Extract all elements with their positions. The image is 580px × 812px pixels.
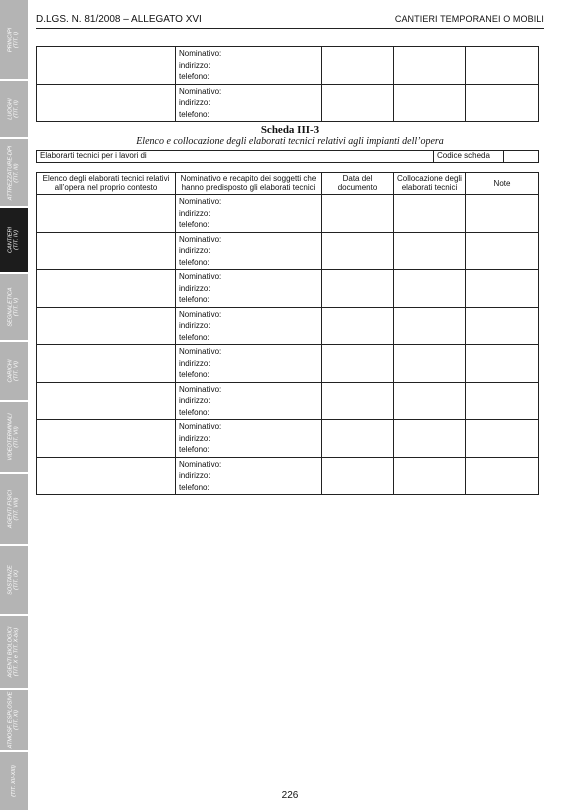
tab-label: VIDEOTERMINALI [7, 413, 14, 461]
column-header: Nominativo e recapito dei soggetti che hanno predisposto gli elaborati tecnici [176, 173, 322, 195]
scheda-main-table [36, 172, 539, 495]
scheda-info-table [36, 150, 539, 163]
tab-label: SOSTANZE [7, 565, 14, 595]
running-header-left: D.LGS. N. 81/2008 – ALLEGATO XVI [36, 14, 202, 25]
tab-sublabel: (TIT. X e TIT. X-bis) [14, 627, 20, 677]
tab-label: (TIT. XII-XIII) [10, 765, 17, 797]
tab-label: CANTIERI [7, 226, 14, 254]
table-row [37, 457, 539, 495]
section-tabs [0, 0, 29, 812]
column-header: Data del documento [322, 173, 394, 195]
table-row [37, 382, 539, 420]
codice-scheda-label: Codice scheda [434, 151, 504, 163]
tab-sublabel: (TIT. VIII) [14, 497, 20, 521]
table-header-row [37, 173, 539, 195]
tab-segnaletica[interactable] [0, 274, 28, 342]
tab-carichi[interactable] [0, 342, 28, 402]
tab-sublabel: (TIT. XI) [14, 710, 20, 730]
tab-principi[interactable] [0, 0, 28, 81]
tab-sublabel: (TIT. IX) [14, 570, 20, 591]
lavori-label: Elaborarti tecnici per i lavori di [37, 151, 434, 163]
table-row [37, 270, 539, 308]
contact-cell: Nominativo: indirizzo: telefono: [176, 232, 322, 270]
tab-label: LUOGHI [7, 98, 14, 120]
contact-cell: Nominativo: indirizzo: telefono: [176, 457, 322, 495]
contact-cell: Nominativo: indirizzo: telefono: [176, 345, 322, 383]
contact-cell: Nominativo: indirizzo: telefono: [176, 270, 322, 308]
table-row [37, 232, 539, 270]
column-header: Elenco degli elaborati tecnici relativi all’opera nel proprio contesto [37, 173, 176, 195]
tab-label: PRINCIPI [7, 27, 14, 52]
table-row [37, 345, 539, 383]
page-number: 226 [281, 790, 299, 801]
contact-cell: Nominativo: indirizzo: telefono: [176, 47, 322, 85]
tab-sublabel: (TIT. II) [14, 100, 20, 118]
contact-cell: Nominativo: indirizzo: telefono: [176, 307, 322, 345]
tab-label: AGENTI BIOLOGICI [7, 626, 14, 678]
scheda-title: Scheda III-3 [260, 124, 320, 136]
scheda-subtitle: Elenco e collocazione degli elaborati tecnici relativi agli impianti dell’opera [136, 136, 444, 147]
table-row [37, 307, 539, 345]
tab-label: SEGNALETICA [7, 287, 14, 327]
tab-atmosfere-esplosive[interactable] [0, 690, 28, 752]
tab-cantieri[interactable] [0, 208, 28, 274]
contact-cell: Nominativo: indirizzo: telefono: [176, 84, 322, 122]
column-header: Note [466, 173, 539, 195]
contact-cell: Nominativo: indirizzo: telefono: [176, 420, 322, 458]
tab-label: ATTREZZATURE-DPI [7, 145, 14, 200]
tab-sublabel: (TIT. VII) [14, 426, 20, 448]
tab-sublabel: (TIT. I) [14, 31, 20, 48]
tab-attrezzature[interactable] [0, 139, 28, 208]
header-rule [36, 28, 544, 29]
column-header: Collocazione degli elaborati tecnici [394, 173, 466, 195]
running-header-right: CANTIERI TEMPORANEI O MOBILI [394, 14, 544, 24]
table-row [37, 195, 539, 233]
table-row [37, 47, 539, 85]
contact-cell: Nominativo: indirizzo: telefono: [176, 195, 322, 233]
tab-sublabel: (TIT. V) [14, 297, 20, 317]
tab-agenti-fisici[interactable] [0, 474, 28, 546]
tab-sublabel: (TIT. IV) [14, 230, 20, 251]
tab-titoli-xii-xiii[interactable] [0, 752, 28, 812]
tab-agenti-biologici[interactable] [0, 616, 28, 690]
tab-label: AGENTI FISICI [7, 489, 14, 529]
tab-sostanze[interactable] [0, 546, 28, 616]
tab-videoterminali[interactable] [0, 402, 28, 474]
contact-cell: Nominativo: indirizzo: telefono: [176, 382, 322, 420]
table-row [37, 84, 539, 122]
tab-sublabel: (TIT. III) [14, 162, 20, 183]
tab-label: ATMOSF. ESPLOSIVE [7, 691, 14, 749]
tab-sublabel: (TIT. VI) [14, 361, 20, 381]
table-row [37, 420, 539, 458]
tab-label: CARICHI [7, 359, 14, 383]
previous-scheda-table [36, 46, 539, 122]
codice-scheda-value [504, 151, 539, 163]
